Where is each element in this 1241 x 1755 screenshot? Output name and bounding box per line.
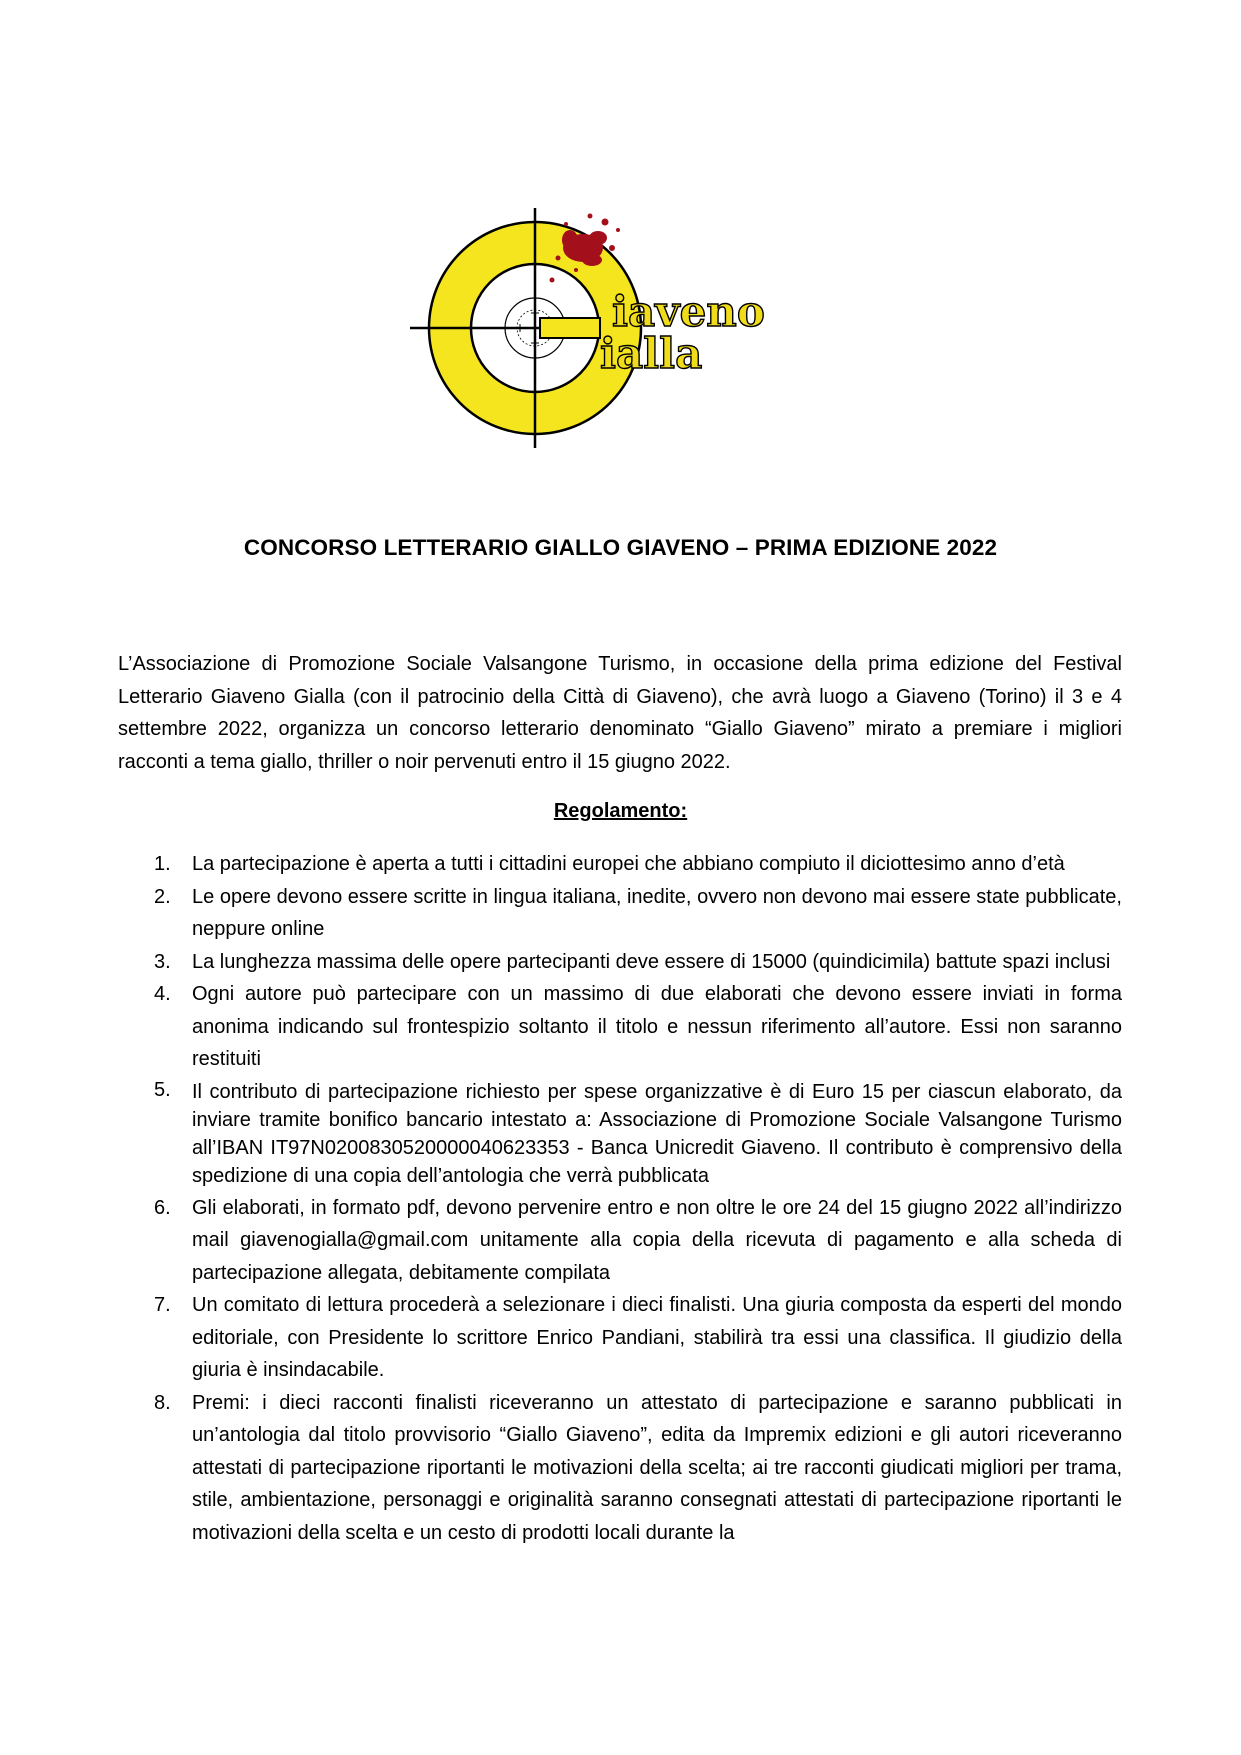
rule-item [118,978,1122,1076]
rule-text: La lunghezza massima delle opere partecipanti deve essere di 15000 (quindicimila) battute spazi inclusi [192,950,1111,973]
rule-text: Le opere devono essere scritte in lingua italiana, inedite, ovvero non devono mai essere state pubblicate, neppure online [192,885,1122,940]
rule-item [118,881,1122,946]
rule-item [118,1192,1122,1290]
rule-text: La partecipazione è aperta a tutti i cittadini europei che abbiano compiuto il diciottesimo anno d’età [192,853,1065,875]
logo-graphic [400,200,820,450]
rule-item [118,1289,1122,1387]
logo-text-gialla: ialla [600,329,703,378]
intro-paragraph: L’Associazione di Promozione Sociale Valsangone Turismo, in occasione della prima edizione del Festival Letterario Giaveno Gialla (con il patrocinio della Città di Giaveno), che avrà luogo a Giaveno (Torino) il 3 e 4 settembre 2022, organizza un concorso letterario denominato “Giallo Giaveno” mirato a premiare i migliori racconti a tema giallo, thriller o noir pervenuti entro il 15 giugno 2022. [118,653,1122,773]
rule-item [118,1076,1122,1192]
rule-text: Il contributo di partecipazione richiesto per spese organizzative è di Euro 15 per ciascun elaborato, da inviare tramite bonifico bancario intestato a: Associazione di Promozione Sociale Valsangone Turismo all’IBAN IT97N0200830520000040623353 - Banca Unicredit Giaveno. Il contributo è comprensivo della spedizione di una copia dell’antologia che verrà pubblicata [192,1080,1122,1187]
rule-number: 5. [154,1078,171,1101]
rule-item [118,1387,1122,1550]
rule-text: Premi: i dieci racconti finalisti riceveranno un attestato di partecipazione e saranno pubblicati in un’antologia dal titolo provvisorio “Giallo Giaveno”, edita da Impremix edizioni e gli autori riceveranno attestati di partecipazione riportanti le motivazioni della scelta; ai tre racconti giudicati migliori per trama, stile, ambientazione, personaggi e originalità saranno consegnati attestati di partecipazione riportanti le motivazioni della scelta e un cesto di prodotti locali durante la [192,1391,1122,1544]
rule-number: 2. [154,885,171,908]
rule-number: 3. [154,950,171,973]
giaveno-gialla-logo [400,200,820,450]
rule-number: 7. [154,1294,171,1316]
rule-number: 8. [154,1391,171,1414]
rule-number: 4. [154,983,171,1005]
document-title: CONCORSO LETTERARIO GIALLO GIAVENO – PRIMA EDIZIONE 2022 [243,535,998,560]
rule-item [118,946,1122,979]
rule-number: 1. [154,853,171,875]
rule-number: 6. [154,1196,171,1219]
rule-text: Ogni autore può partecipare con un massimo di due elaborati che devono essere inviati in forma anonima indicando sul frontespizio soltanto il titolo e nessun riferimento all’autore. Essi non saranno restituiti [192,983,1122,1070]
rule-item [118,848,1122,881]
rule-text: Gli elaborati, in formato pdf, devono pervenire entro e non oltre le ore 24 del 15 giugno 2022 all’indirizzo mail giavenogialla@gmail.com unitamente alla copia della ricevuta di pagamento e alla scheda di partecipazione allegata, debitamente compilata [192,1196,1122,1284]
logo-text-giaveno: iaveno [612,287,765,336]
rules-heading: Regolamento: [553,800,688,822]
rules-list [118,848,1122,1549]
rule-text: Un comitato di lettura procederà a selezionare i dieci finalisti. Una giuria composta da esperti del mondo editoriale, con Presidente lo scrittore Enrico Pandiani, stabilirà tra essi una classifica. Il giudizio della giuria è insindacabile. [192,1294,1122,1381]
